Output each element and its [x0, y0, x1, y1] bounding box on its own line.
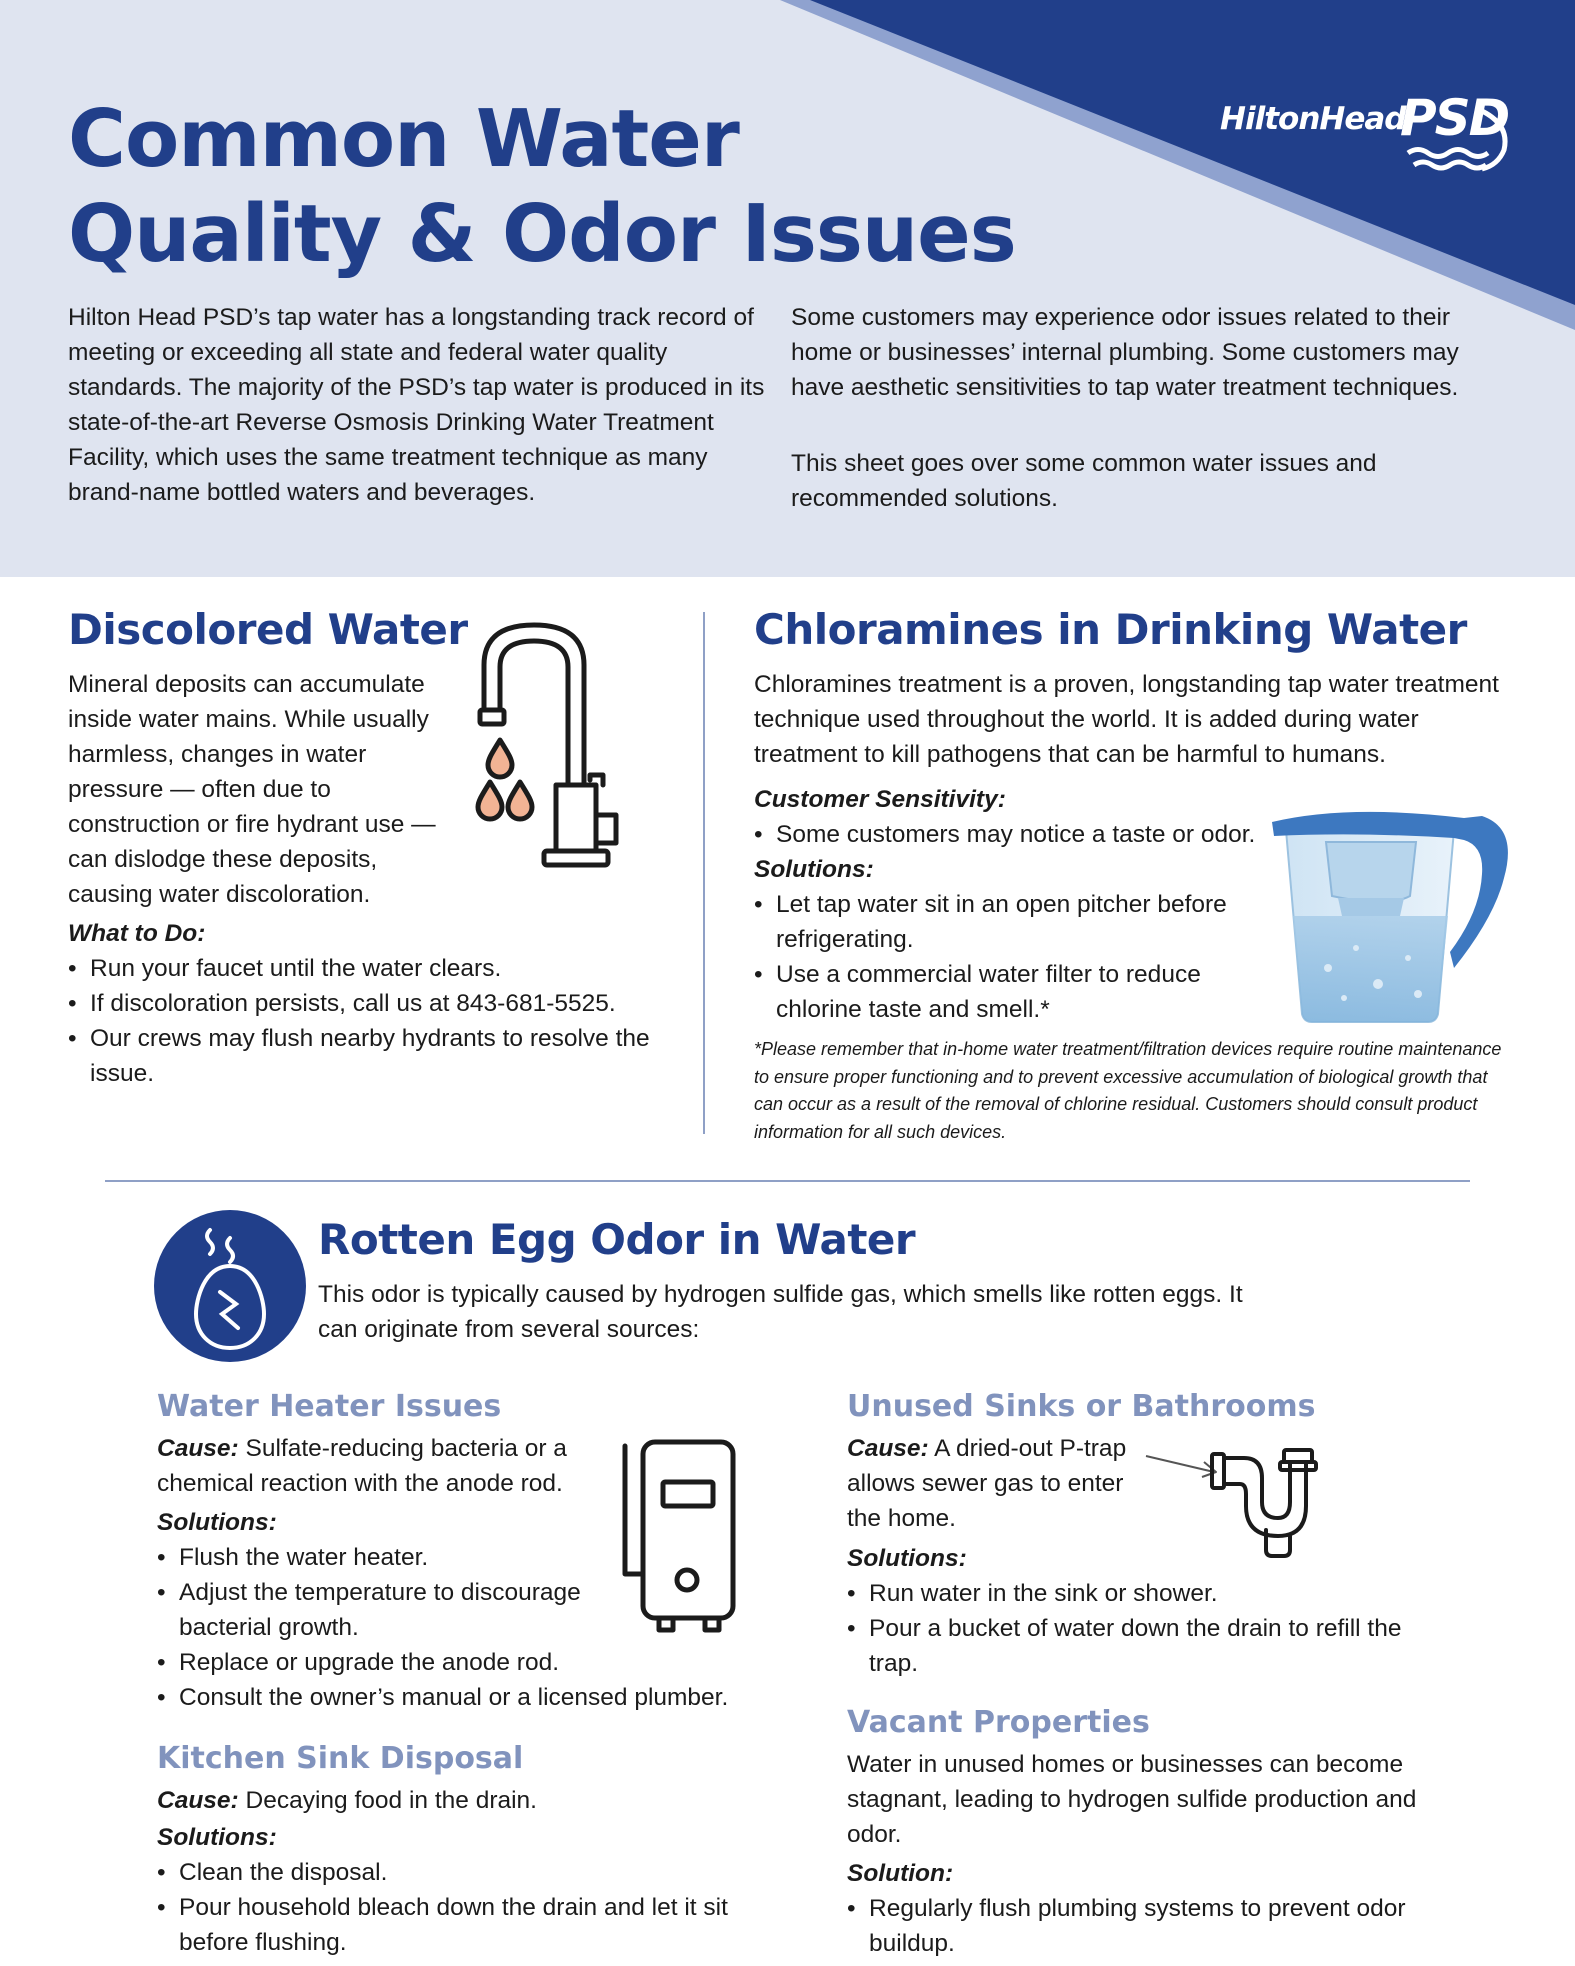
- vacant-heading: Vacant Properties: [847, 1705, 1150, 1740]
- intro-right-2: This sheet goes over some common water issues and recommended solutions.: [791, 450, 1377, 512]
- rotten-egg-body: This odor is typically caused by hydrogen sulfide gas, which smells like rotten eggs. It can originate from several sources:: [318, 1281, 1243, 1343]
- faucet-icon: [470, 615, 660, 890]
- discolored-list: [68, 951, 688, 1091]
- rotten-egg-heading: Rotten Egg Odor in Water: [318, 1215, 916, 1264]
- logo-waves-icon: [1220, 95, 1510, 185]
- rotten-egg-icon: [154, 1210, 306, 1362]
- chloramines-heading: Chloramines in Drinking Water: [754, 605, 1467, 654]
- hilton-head-psd-logo: [1220, 89, 1510, 185]
- filtration-footnote: *Please remember that in-home water treatment/filtration devices require routine maintenance to ensure proper functioning and to prevent excessive accumulation of biological growth that can occur as a result of the removal of chlorine residual. Customers should consult product information for all such devices.: [754, 1039, 1502, 1142]
- list-item: • Regularly flush plumbing systems to prevent odor buildup.: [847, 1891, 1459, 1961]
- water-pitcher-icon: [1268, 808, 1518, 1028]
- cause-text: Decaying food in the drain.: [245, 1787, 537, 1814]
- logo-text: HiltonHead: [1220, 101, 1406, 137]
- cause-text: Sulfate-reducing bacteria or a chemical reaction with the anode rod.: [157, 1435, 567, 1497]
- list-item: • Run your faucet until the water clears.: [68, 951, 688, 986]
- cause-label: Cause:: [157, 1435, 239, 1462]
- water-heater-heading: Water Heater Issues: [157, 1389, 502, 1424]
- unused-sinks-heading: Unused Sinks or Bathrooms: [847, 1389, 1316, 1424]
- solutions-list: [157, 1855, 757, 1960]
- list-item: • Use a commercial water filter to reduce chlorine taste and smell.*: [754, 957, 1274, 1027]
- section-divider: [105, 1180, 1470, 1182]
- p-trap-icon: [1140, 1440, 1330, 1565]
- chloramines-sensitivity: [754, 782, 1274, 1027]
- kitchen-sink-heading: Kitchen Sink Disposal: [157, 1741, 524, 1776]
- discolored-body: Mineral deposits can accumulate inside water mains. While usually harmless, changes in water pressure — often due to construction or fire hydrant use — can dislodge these deposits, causing water discoloration.: [68, 671, 436, 908]
- intro-right-1: Some customers may experience odor issues related to their home or businesses’ internal plumbing. Some customers may have aesthetic sensitivities to tap water treatment techniques.: [791, 304, 1459, 401]
- chloramines-body: Chloramines treatment is a proven, longstanding tap water treatment technique used throughout the world. It is added during water treatment to kill pathogens that can be harmful to humans.: [754, 671, 1499, 768]
- water-heater-icon: [615, 1434, 745, 1639]
- column-divider: [703, 612, 705, 1134]
- sensitivity-list: [754, 817, 1274, 852]
- unused-sinks-cause: [847, 1431, 1137, 1536]
- header-banner: [0, 0, 1575, 577]
- list-item: • Replace or upgrade the anode rod.: [157, 1645, 757, 1680]
- discolored-heading: Discolored Water: [68, 605, 468, 654]
- list-item: • Consult the owner’s manual or a licensed plumber.: [157, 1680, 757, 1715]
- solutions-list: [847, 1891, 1447, 1961]
- list-item: • Our crews may flush nearby hydrants to resolve the issue.: [68, 1021, 688, 1091]
- list-item: • If discoloration persists, call us at 843-681-5525.: [68, 986, 688, 1021]
- list-item: • Pour household bleach down the drain and let it sit before flushing.: [157, 1890, 774, 1960]
- cause-text: A dried-out P-trap allows sewer gas to enter the home.: [847, 1435, 1127, 1532]
- solution-label: Solution:: [847, 1860, 954, 1887]
- water-heater-cause: [157, 1431, 597, 1501]
- list-item: • Flush the water heater.: [157, 1540, 757, 1575]
- solutions-list: [754, 887, 1274, 1027]
- discolored-label: What to Do:: [68, 920, 206, 947]
- cause-label: Cause:: [157, 1787, 239, 1814]
- solutions-label: Solutions:: [157, 1509, 277, 1536]
- vacant-body: Water in unused homes or businesses can become stagnant, leading to hydrogen sulfide production and odor.: [847, 1751, 1417, 1848]
- list-item: • Clean the disposal.: [157, 1855, 757, 1890]
- list-item: • Some customers may notice a taste or odor.: [754, 817, 1274, 852]
- discolored-actions: [68, 916, 688, 1091]
- intro-left: Hilton Head PSD’s tap water has a longstanding track record of meeting or exceeding all state and federal water quality standards. The majority of the PSD’s tap water is produced in its state-of-the-art Reverse Osmosis Drinking Water Treatment Facility, which uses the same treatment technique as many brand-name bottled waters and beverages.: [68, 304, 765, 506]
- vacant-solutions: [847, 1856, 1447, 1961]
- kitchen-sink-cause: [157, 1783, 757, 1818]
- list-item: • Adjust the temperature to discourage bacterial growth.: [157, 1575, 609, 1645]
- cause-label: Cause:: [847, 1435, 929, 1462]
- page-title: Common Water Quality & Odor Issues: [68, 93, 1016, 280]
- logo-psd: PSD: [1400, 89, 1509, 147]
- kitchen-sink-solutions: [157, 1820, 757, 1960]
- solutions-label: Solutions:: [847, 1545, 967, 1572]
- solutions-list: [847, 1576, 1407, 1681]
- list-item: • Run water in the sink or shower.: [847, 1576, 1407, 1611]
- sensitivity-label: Customer Sensitivity:: [754, 786, 1006, 813]
- list-item: • Let tap water sit in an open pitcher before refrigerating.: [754, 887, 1274, 957]
- solutions-label: Solutions:: [157, 1824, 277, 1851]
- solutions-label: Solutions:: [754, 856, 874, 883]
- list-item: • Pour a bucket of water down the drain to refill the trap.: [847, 1611, 1409, 1681]
